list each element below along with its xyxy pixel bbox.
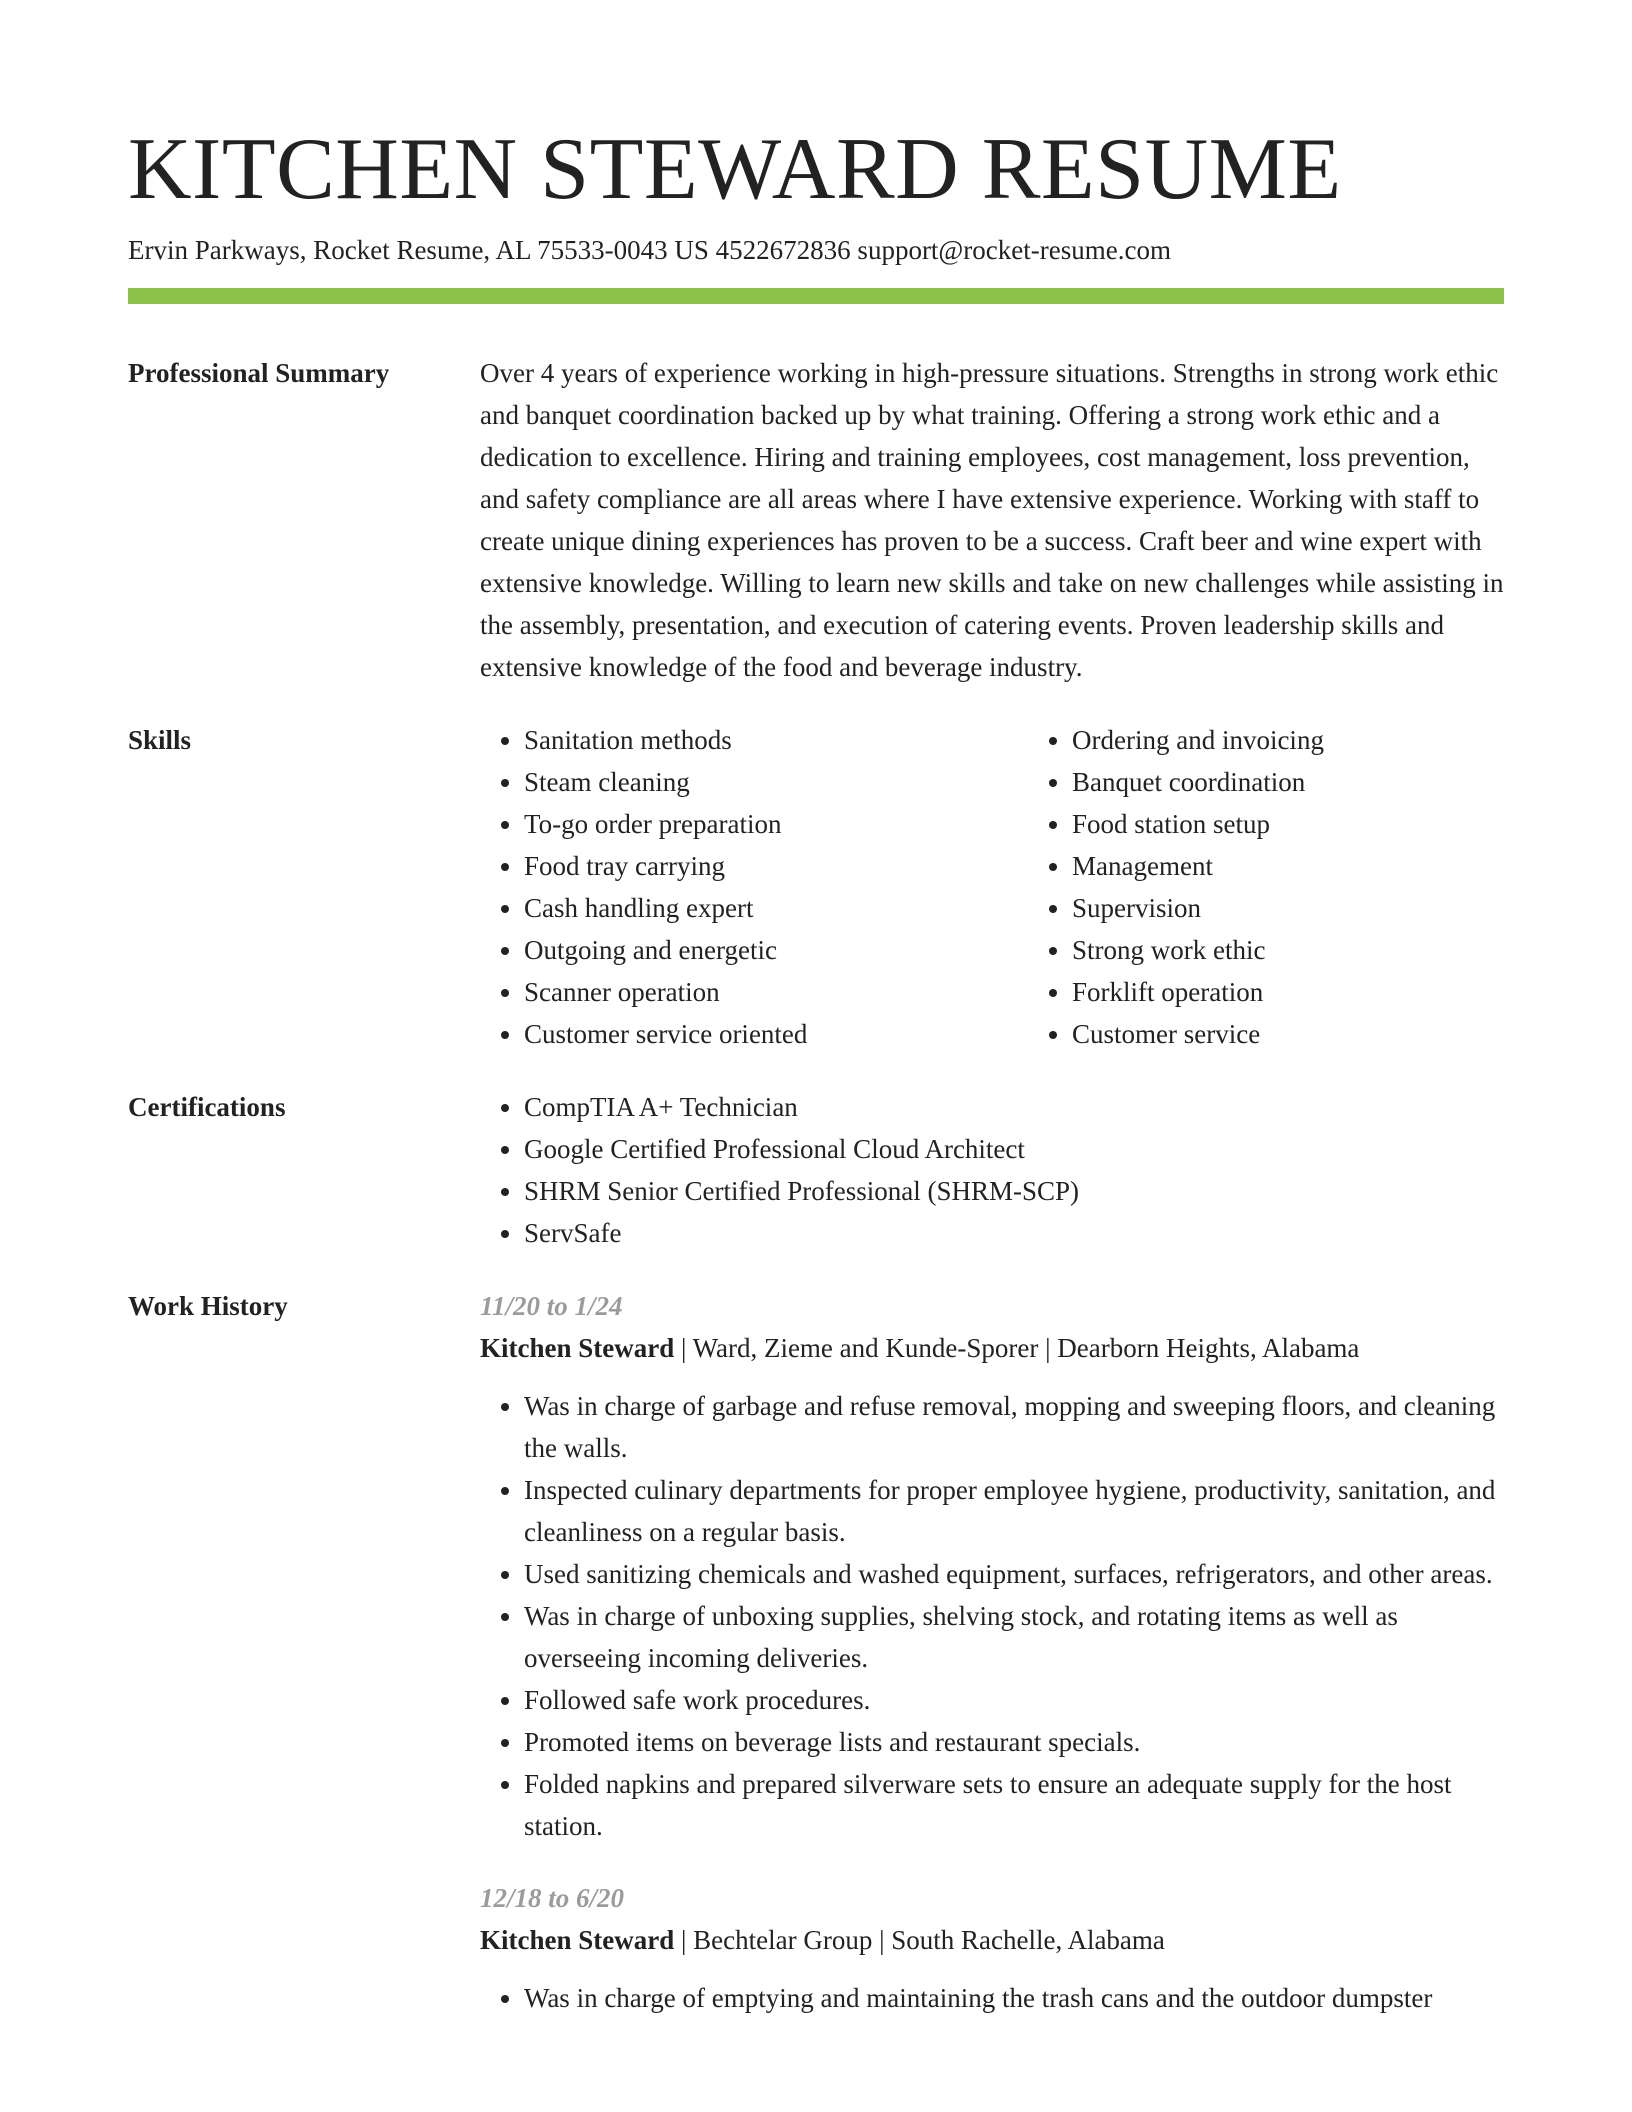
job-bullet: • Used sanitizing chemicals and washed equipment, surfaces, refrigerators, and other areas. <box>524 1553 1504 1595</box>
accent-divider <box>128 288 1504 304</box>
skill-item: • Food tray carrying <box>524 845 984 887</box>
skill-item: • Banquet coordination <box>1072 761 1572 803</box>
job-bullet: • Was in charge of unboxing supplies, shelving stock, and rotating items as well as overseeing incoming deliveries. <box>524 1595 1504 1679</box>
skills-list-left <box>480 719 984 1055</box>
job-title: Kitchen Steward <box>480 1333 675 1363</box>
job-heading <box>480 1327 1504 1369</box>
skills-section <box>128 719 1504 1055</box>
certification-item: • CompTIA A+ Technician <box>524 1086 1504 1128</box>
work-history-section <box>128 1285 1504 2019</box>
certifications-list <box>480 1086 1504 1254</box>
certifications-section <box>128 1086 1504 1254</box>
skill-item: • Outgoing and energetic <box>524 929 984 971</box>
job-bullet: • Followed safe work procedures. <box>524 1679 1504 1721</box>
skill-item: • To-go order preparation <box>524 803 984 845</box>
job-details: | Bechtelar Group | South Rachelle, Alabama <box>674 1925 1165 1955</box>
job-bullets <box>480 1977 1504 2019</box>
job-dates: 11/20 to 1/24 <box>480 1291 623 1321</box>
certification-item: • Google Certified Professional Cloud Architect <box>524 1128 1504 1170</box>
job-bullet: • Promoted items on beverage lists and restaurant specials. <box>524 1721 1504 1763</box>
skill-item: • Ordering and invoicing <box>1072 719 1572 761</box>
summary-text: Over 4 years of experience working in high-pressure situations. Strengths in strong work ethic and banquet coordination backed up by what training. Offering a strong work ethic and a dedication to excellence. Hiring and training employees, cost management, loss prevention, and safety compliance are all areas where I have extensive experience. Working with staff to create unique dining experiences has proven to be a success. Craft beer and wine expert with extensive knowledge. Willing to learn new skills and take on new challenges while assisting in the assembly, presentation, and execution of catering events. Proven leadership skills and extensive knowledge of the food and beverage industry. <box>480 358 1504 682</box>
certification-item: • ServSafe <box>524 1212 1504 1254</box>
job-bullets <box>480 1385 1504 1847</box>
job-entry <box>480 1877 1504 2019</box>
job-bullet: • Folded napkins and prepared silverware sets to ensure an adequate supply for the host station. <box>524 1763 1504 1847</box>
skill-item: • Food station setup <box>1072 803 1572 845</box>
skill-item: • Customer service oriented <box>524 1013 984 1055</box>
work-history-body <box>480 1285 1504 2019</box>
skills-list-right <box>1028 719 1572 1055</box>
skill-item: • Sanitation methods <box>524 719 984 761</box>
skill-item: • Steam cleaning <box>524 761 984 803</box>
skill-item: • Management <box>1072 845 1572 887</box>
skills-body <box>480 719 1572 1055</box>
skill-item: • Supervision <box>1072 887 1572 929</box>
resume-page <box>128 120 1504 2019</box>
job-bullet: • Inspected culinary departments for proper employee hygiene, productivity, sanitation, and cleanliness on a regular basis. <box>524 1469 1504 1553</box>
job-details: | Ward, Zieme and Kunde-Sporer | Dearborn Heights, Alabama <box>674 1333 1360 1363</box>
job-bullet: • Was in charge of emptying and maintaining the trash cans and the outdoor dumpster <box>524 1977 1504 2019</box>
skill-item: • Scanner operation <box>524 971 984 1013</box>
summary-label: Professional Summary <box>128 358 390 388</box>
certifications-label: Certifications <box>128 1092 286 1122</box>
skills-columns <box>480 719 1572 1055</box>
certification-item: • SHRM Senior Certified Professional (SHRM-SCP) <box>524 1170 1504 1212</box>
summary-body <box>480 352 1504 688</box>
skill-item: • Cash handling expert <box>524 887 984 929</box>
job-dates: 12/18 to 6/20 <box>480 1883 625 1913</box>
summary-section <box>128 352 1504 688</box>
certifications-body <box>480 1086 1504 1254</box>
job-entry <box>480 1285 1504 1847</box>
skills-label: Skills <box>128 725 192 755</box>
skill-item: • Forklift operation <box>1072 971 1572 1013</box>
resume-title: KITCHEN STEWARD RESUME <box>128 121 1342 218</box>
contact-line: Ervin Parkways, Rocket Resume, AL 75533-0043 US 4522672836 support@rocket-resume.com <box>128 235 1171 265</box>
job-title: Kitchen Steward <box>480 1925 675 1955</box>
work-history-label: Work History <box>128 1291 288 1321</box>
job-heading <box>480 1919 1504 1961</box>
skill-item: • Strong work ethic <box>1072 929 1572 971</box>
skill-item: • Customer service <box>1072 1013 1572 1055</box>
job-bullet: • Was in charge of garbage and refuse removal, mopping and sweeping floors, and cleaning the walls. <box>524 1385 1504 1469</box>
